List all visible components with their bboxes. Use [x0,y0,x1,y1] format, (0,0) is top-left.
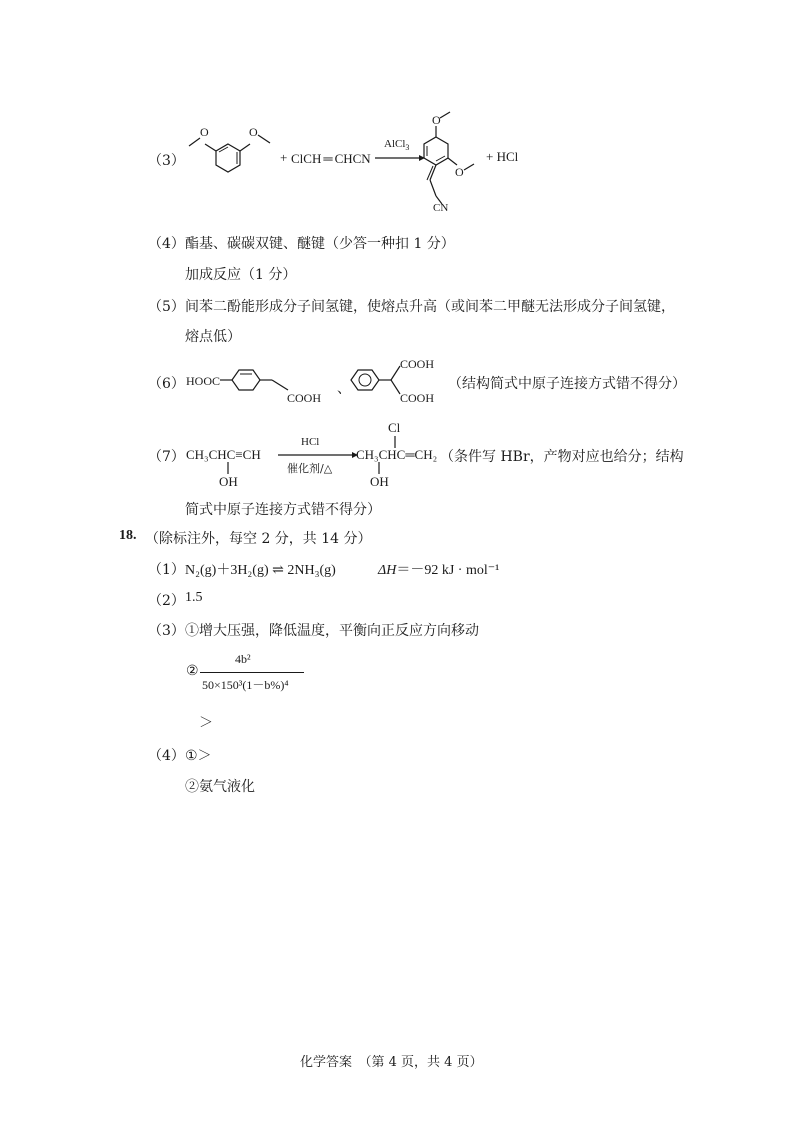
q18-item3-line1: ①增大压强，降低温度，平衡向正反应方向移动 [185,623,479,639]
product-cl: Cl [388,420,401,435]
q17-item7-number: （7） [148,449,185,465]
svg-text:O: O [200,125,209,139]
q18-item4-number: （4） [148,748,185,764]
q18-item1-equation: N₂(g)＋3H₂(g) ⇌ 2NH₃(g) [185,563,336,578]
separator: 、 [337,381,351,397]
product-oh: OH [370,474,389,489]
q17-item7-note2: 简式中原子连接方式错不得分） [185,502,381,518]
fraction-numerator: 4b² [235,652,251,666]
q18-item3-number: （3） [148,623,185,639]
reactant-oh-bond [226,462,230,474]
cooh-a-label: COOH [287,391,322,405]
q18-item3-circ2: ② [186,663,199,679]
delta-h-value: ＝－92 kJ · mol⁻¹ [396,563,500,578]
q17-item6-number: （6） [148,376,185,392]
q17-item5-line1: 间苯二酚能形成分子间氢键，使熔点升高（或间苯二甲醚无法形成分子间氢键， [185,299,675,315]
q17-item3-reagent [291,151,371,167]
q17-item4-answer: 酯基、碳碳双键、醚键（少答一种扣 1 分） [185,236,455,252]
byproduct-hcl: + HCl [486,149,519,164]
arrow-condition: 催化剂/△ [287,462,333,475]
page-footer: 化学答案 （第 4 页，共 4 页） [300,1055,483,1070]
q17-item5-number: （5） [148,299,185,315]
q17-item4-number: （4） [148,236,185,252]
q18-item3-gt: ＞ [199,715,213,731]
reagent-double-bond: ═ [323,151,333,166]
q17-item6-note: （结构简式中原子连接方式错不得分） [448,376,686,392]
fraction-denominator: 50×150³(1－b%)⁴ [202,678,289,692]
q18-number: 18. [119,528,137,543]
q17-item5-line2: 熔点低） [185,329,241,345]
product-formula: CH₃CHC═CH₂ [356,447,438,462]
catalyst-sub: 3 [405,143,410,153]
q18-item4-line2: ②氨气液化 [185,779,255,795]
q18-item2-answer: 1.5 [185,590,203,605]
reactant-oh: OH [219,474,238,489]
q18-header: （除标注外，每空 2 分，共 14 分） [145,531,372,547]
hooc-label: HOOC [186,374,221,388]
q17-item7-note1: （条件写 HBr，产物对应也给分；结构 [440,449,684,465]
q18-item1-enthalpy [378,559,499,579]
svg-text:O: O [249,125,258,139]
reagent-part1: ClCH [291,151,322,166]
fraction-bar [200,672,304,673]
q18-item1-number: （1） [148,562,185,578]
svg-text:O: O [455,165,464,179]
cooh-b1-label: COOH [400,357,435,371]
q17-item4-reaction-type: 加成反应（1 分） [185,267,297,283]
cooh-b2-label: COOH [400,391,435,405]
catalyst-label [384,138,409,152]
product-cn-label: CN [433,202,449,214]
dimethoxybenzene-structure [178,118,278,178]
delta-h-label: ΔH [378,563,397,578]
q18-item2-number: （2） [148,593,185,609]
product-oh-bond [377,462,381,474]
reagent-part2: CHCN [334,151,371,166]
q17-item3-number: （3） [148,153,185,169]
q18-item4-line1: ①＞ [185,748,212,764]
arrow-reagent-hcl: HCl [301,436,320,448]
reaction-arrow-7 [278,450,358,460]
product-structure-3 [412,108,492,218]
q17-item3-plus: + [280,150,288,165]
svg-text:O: O [432,113,441,127]
reactant-formula: CH₃CHC≡CH [186,447,261,462]
catalyst-text: AlCl [384,138,406,150]
